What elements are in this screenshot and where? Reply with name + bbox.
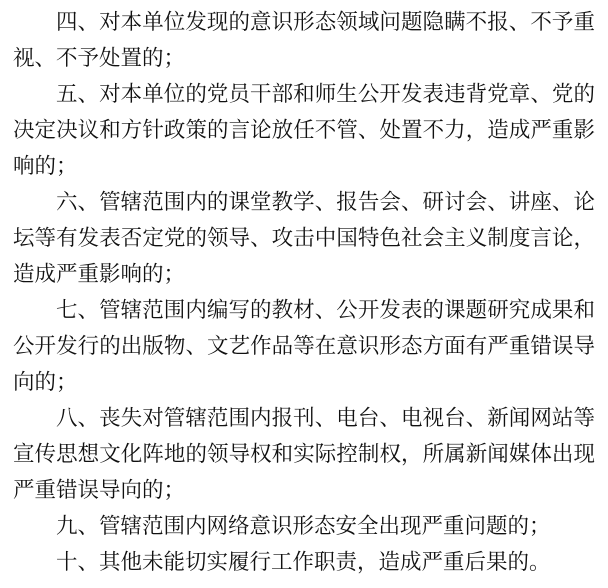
paragraph-item-4: 四、对本单位发现的意识形态领域问题隐瞒不报、不予重视、不予处置的；: [13, 10, 595, 71]
paragraph-item-8: 八、丧失对管辖范围内报刊、电台、电视台、新闻网站等宣传思想文化阵地的领导权和实际控制权，所属新闻媒体出现严重错误导向的；: [13, 406, 595, 503]
document-body: [13, 0, 595, 581]
paragraph-item-7: 七、管辖范围内编写的教材、公开发表的课题研究成果和公开发行的出版物、文艺作品等在意识形态方面有严重错误导向的；: [13, 298, 595, 395]
paragraph-item-6: 六、管辖范围内的课堂教学、报告会、研讨会、讲座、论坛等有发表否定党的领导、攻击中国特色社会主义制度言论，造成严重影响的；: [13, 190, 595, 287]
paragraph-item-5: 五、对本单位的党员干部和师生公开发表违背党章、党的决定决议和方针政策的言论放任不管、处置不力，造成严重影响的；: [13, 82, 595, 179]
paragraph-item-9: 九、管辖范围内网络意识形态安全出现严重问题的；: [56, 514, 551, 539]
paragraph-item-10: 十、其他未能切实履行工作职责，造成严重后果的。: [56, 550, 551, 575]
